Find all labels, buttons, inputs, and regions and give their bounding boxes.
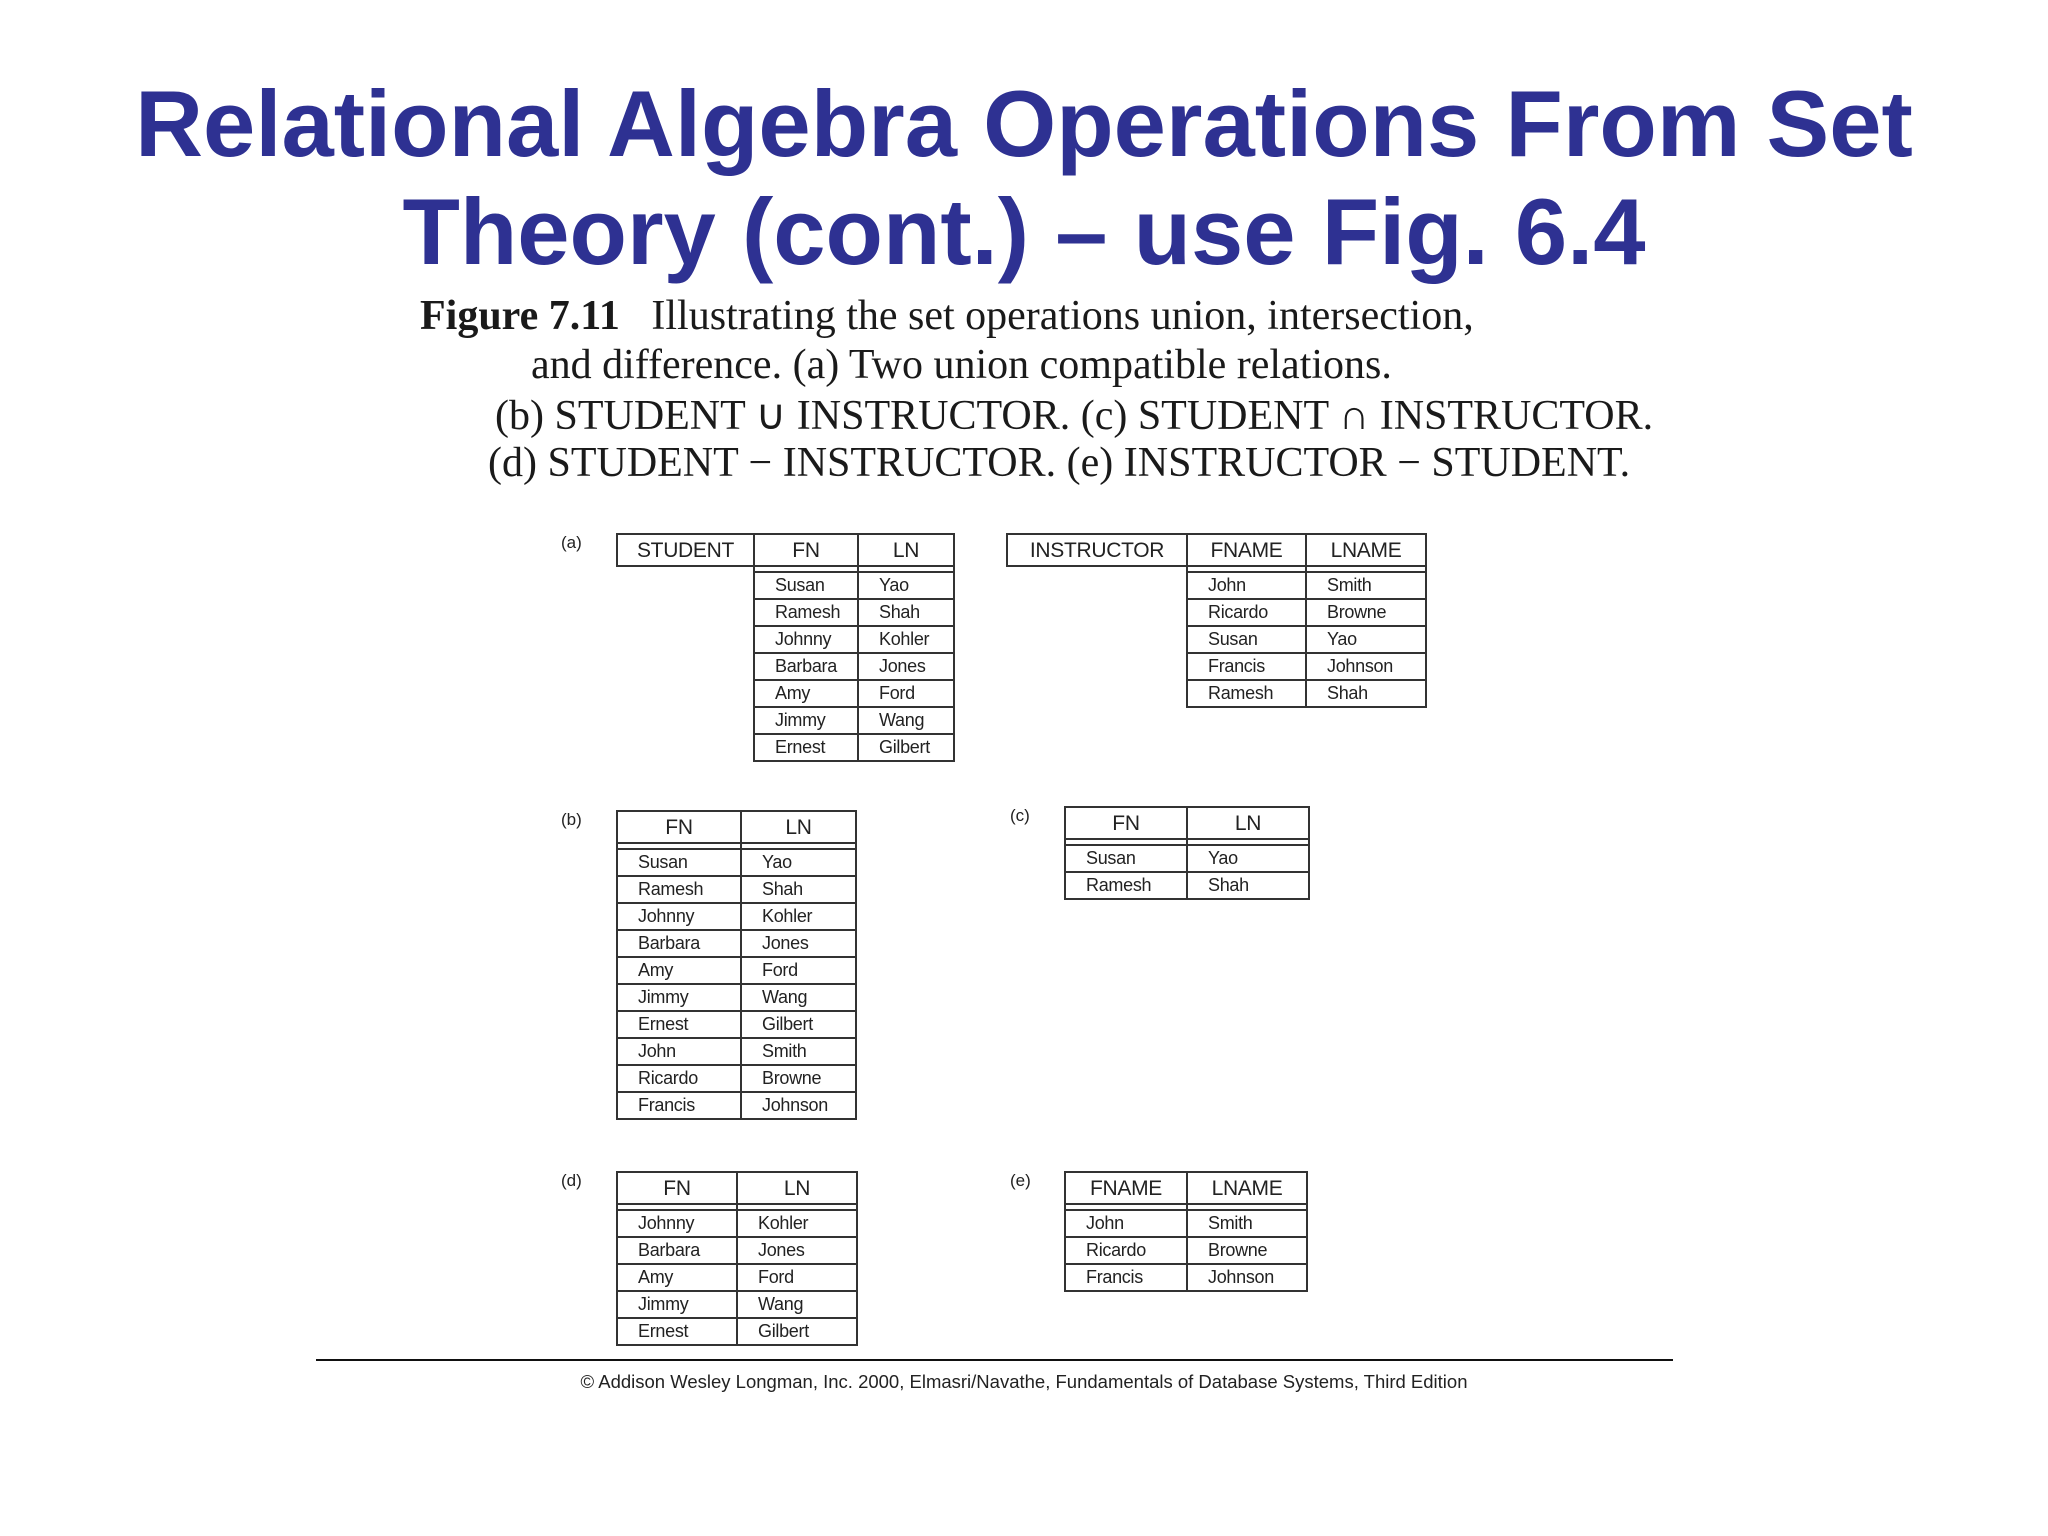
table-cell: Amy [617,1264,737,1291]
table-row [617,903,856,930]
table-row [617,599,954,626]
table-cell: Ramesh [1065,872,1187,899]
table-cell: Johnny [617,903,741,930]
instructor-minus-student-table [1064,1171,1308,1292]
table-cell: John [1187,572,1306,599]
table-row [617,930,856,957]
table-cell: Jimmy [617,1291,737,1318]
column-header: LNAME [1187,1172,1307,1204]
table-row [617,984,856,1011]
table-cell: Ford [858,680,954,707]
table-cell: Barbara [617,1237,737,1264]
column-header: FN [617,811,741,843]
table-cell: Yao [858,572,954,599]
table-cell: Ramesh [617,876,741,903]
table-cell: Susan [617,849,741,876]
table-cell: Wang [737,1291,857,1318]
table-cell: Jones [737,1237,857,1264]
caption-line-4: (d) STUDENT − INSTRUCTOR. (e) INSTRUCTOR − STUDENT. [488,440,1631,486]
table-row [617,876,856,903]
table-cell: Johnny [617,1210,737,1237]
figure-label: Figure 7.11 [420,293,620,339]
column-header: LNAME [1306,534,1426,566]
slide-title [0,70,2048,286]
table-cell: Wang [858,707,954,734]
table-cell: Jones [741,930,856,957]
table-cell: Kohler [737,1210,857,1237]
student-relation-table [616,533,955,762]
panel-label-c: (c) [1010,806,1030,825]
table-row [617,1011,856,1038]
table-cell: John [617,1038,741,1065]
caption-line-3: (b) STUDENT ∪ INSTRUCTOR. (c) STUDENT ∩ INSTRUCTOR. [495,393,1654,439]
table-row [617,1318,857,1345]
table-cell: Ricardo [1065,1237,1187,1264]
table-cell: Johnny [754,626,858,653]
table-cell: Francis [617,1092,741,1119]
table-row [617,572,954,599]
relation-name: STUDENT [617,534,754,566]
union-result-table [616,810,857,1120]
instructor-relation-table [1006,533,1427,708]
slide-title-line1: Relational Algebra Operations From Set [135,71,1913,176]
table-cell: Ramesh [1187,680,1306,707]
table-cell: Francis [1065,1264,1187,1291]
column-header: FNAME [1187,534,1306,566]
table-row [1065,1237,1307,1264]
table-cell: Johnson [1187,1264,1307,1291]
table-row [617,1291,857,1318]
table-cell: Ramesh [754,599,858,626]
table-cell: Susan [1187,626,1306,653]
table-cell: Susan [1065,845,1187,872]
table-cell: Ernest [617,1318,737,1345]
table-cell: Amy [754,680,858,707]
table-row [617,957,856,984]
panel-label-a: (a) [561,533,582,552]
caption-line-2: and difference. (a) Two union compatible relations. [531,342,1392,388]
table-cell: Wang [741,984,856,1011]
table-cell: Browne [741,1065,856,1092]
column-header: FNAME [1065,1172,1187,1204]
column-header: LN [858,534,954,566]
table-cell: John [1065,1210,1187,1237]
table-cell: Browne [1306,599,1426,626]
column-header: LN [737,1172,857,1204]
table-row [617,849,856,876]
table-cell: Barbara [754,653,858,680]
table-cell: Gilbert [737,1318,857,1345]
table-cell: Jimmy [617,984,741,1011]
table-cell: Jimmy [754,707,858,734]
table-cell: Ernest [754,734,858,761]
table-cell: Smith [1306,572,1426,599]
table-row [1007,572,1426,599]
column-header: LN [741,811,856,843]
table-row [617,1210,857,1237]
table-row [617,680,954,707]
table-row [617,734,954,761]
table-row [1007,626,1426,653]
table-cell: Shah [1306,680,1426,707]
table-row [617,1065,856,1092]
table-row [617,1038,856,1065]
table-cell: Gilbert [858,734,954,761]
table-row [1065,845,1309,872]
table-cell: Yao [1187,845,1309,872]
table-row [1065,872,1309,899]
table-cell: Kohler [741,903,856,930]
table-cell: Kohler [858,626,954,653]
table-row [1065,1210,1307,1237]
table-cell: Shah [741,876,856,903]
table-cell: Smith [741,1038,856,1065]
table-cell: Ernest [617,1011,741,1038]
table-row [1007,599,1426,626]
table-cell: Amy [617,957,741,984]
table-cell: Ricardo [1187,599,1306,626]
table-cell: Jones [858,653,954,680]
copyright-footer: © Addison Wesley Longman, Inc. 2000, Elmasri/Navathe, Fundamentals of Database Systems, Third Edition [580,1371,1468,1392]
column-header: LN [1187,807,1309,839]
table-cell: Gilbert [741,1011,856,1038]
caption-line-1 [420,292,1620,340]
table-cell: Johnson [741,1092,856,1119]
table-row [617,1237,857,1264]
footer-divider [316,1359,1673,1361]
table-cell: Yao [741,849,856,876]
table-cell: Yao [1306,626,1426,653]
table-row [617,707,954,734]
relation-name: INSTRUCTOR [1007,534,1187,566]
table-cell: Johnson [1306,653,1426,680]
table-cell: Barbara [617,930,741,957]
table-row [1065,1264,1307,1291]
panel-label-b: (b) [561,810,582,829]
table-cell: Shah [1187,872,1309,899]
panel-label-e: (e) [1010,1171,1031,1190]
table-row [1007,653,1426,680]
table-row [1007,680,1426,707]
table-cell: Ford [741,957,856,984]
table-row [617,1092,856,1119]
table-row [617,626,954,653]
column-header: FN [1065,807,1187,839]
table-cell: Shah [858,599,954,626]
table-cell: Francis [1187,653,1306,680]
table-row [617,1264,857,1291]
column-header: FN [754,534,858,566]
caption-line-1-text: Illustrating the set operations union, intersection, [651,293,1474,339]
panel-label-d: (d) [561,1171,582,1190]
slide-title-line2: Theory (cont.) – use Fig. 6.4 [402,179,1646,284]
column-header: FN [617,1172,737,1204]
table-row [617,653,954,680]
table-cell: Ricardo [617,1065,741,1092]
table-cell: Ford [737,1264,857,1291]
table-cell: Browne [1187,1237,1307,1264]
intersection-result-table [1064,806,1310,900]
student-minus-instructor-table [616,1171,858,1346]
table-cell: Smith [1187,1210,1307,1237]
table-cell: Susan [754,572,858,599]
